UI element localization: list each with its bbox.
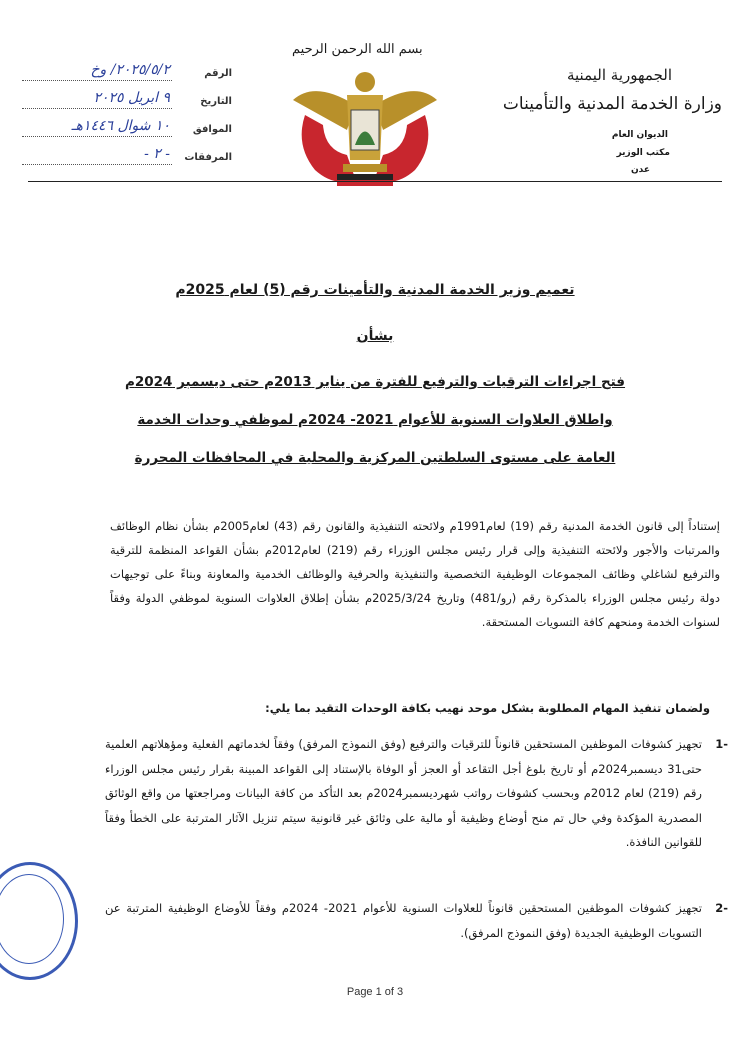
subject-line: العامة على مستوى السلطتين المركزية والمحلية في المحافظات المحررة bbox=[134, 450, 616, 466]
item-number: -1 bbox=[715, 737, 728, 751]
subject-line: واطلاق العلاوات السنوية للأعوام 2021- 2024م لموظفي وحدات الخدمة bbox=[137, 412, 613, 428]
basmala: بسم الله الرحمن الرحيم bbox=[292, 42, 423, 57]
field-label: الرقم bbox=[204, 68, 232, 79]
header-divider bbox=[28, 181, 722, 182]
yemen-emblem-icon bbox=[285, 60, 445, 200]
field-value: - ٢ - bbox=[144, 146, 170, 162]
list-item bbox=[105, 896, 728, 945]
circular-title: تعميم وزير الخدمة المدنية والتأمينات رقم (5) لعام 2025م bbox=[175, 282, 575, 298]
field-value: ١٠ شوال ١٤٤٦هـ bbox=[71, 118, 170, 134]
city-name: عدن bbox=[630, 165, 650, 175]
item-text: تجهيز كشوفات الموظفين المستحقين قانوناً للترقيات والترفيع (وفق النموذج المرفق) وفقاً لخدماتهم الفعلية ومؤهلاتهم العلمية حتى31 ديسمبر2024م أو تاريخ بلوغ أجل التقاعد أو العجز أو الوفاة بالإستناد إلى القواعد المبينة بقرار رئيس مجلس الوزراء رقم (219) لعام 2012م وبحسب كشوفات رواتب شهرديسمبر2024م بعد التأكد من كافة البيانات ومراجعتها من واقع الوثائق المصدرية المؤكدة وفي حال تم منح أوضاع وظيفية أو مالية على وثائق غير قانونية سيتم تنزيل الآثار المترتبة على الخطأ وفقاً للقوانين النافذة. bbox=[105, 737, 702, 849]
subject-line: فتح اجراءات الترقيات والترفيع للفترة من يناير 2013م حتى ديسمبر 2024م bbox=[124, 374, 626, 390]
item-text: تجهيز كشوفات الموظفين المستحقين قانوناً للعلاوات السنوية للأعوام 2021- 2024م وفقاً للأوضاع الوظيفية المترتبة عن التسويات الوظيفية الجديدة (وفق النموذج المرفق). bbox=[105, 901, 703, 940]
field-label: الموافق bbox=[192, 124, 232, 135]
page-number: Page 1 of 3 bbox=[346, 986, 404, 998]
item-number: -2 bbox=[715, 901, 728, 915]
lead-paragraph: ولضمان تنفيذ المهام المطلوبة بشكل موحد نهيب بكافة الوحدات التقيد بما يلي: bbox=[265, 701, 710, 715]
field-label: المرفقات bbox=[184, 152, 232, 163]
field-label: التاريخ bbox=[200, 96, 232, 107]
regarding-heading: بشأن bbox=[356, 328, 394, 344]
republic-name: الجمهورية اليمنية bbox=[566, 66, 672, 84]
intro-paragraph: إستناداً إلى قانون الخدمة المدنية رقم (19) لعام1991م ولائحته التنفيذية والقانون رقم (43) لعام2005م بشأن نظام الوظائف والمرتبات والأجور ولائحته التنفيذية وإلى قرار رئيس مجلس الوزراء رقم (219) لعام2012م بشأن القواعد المنظمة للترقية والترفيع لشاغلي وظائف المجموعات الوظيفية التخصصية والتنفيذية والحرفية والوظائف الخدمية والمعاونة وبناءً على توجيهات دولة رئيس مجلس الوزراء بالمذكرة رقم (رو/481) وتاريخ 2025/3/24م بشأن إطلاق العلاوات السنوية لموظفي الدولة وفقاً لسنوات الخدمة ومنحهم كافة التسويات المستحقة. bbox=[110, 519, 720, 629]
general-office: الديوان العام bbox=[611, 130, 668, 140]
field-value: ٩ ابريل ٢٠٢٥ bbox=[93, 90, 170, 106]
minister-office: مكتب الوزير bbox=[616, 148, 670, 158]
list-item bbox=[105, 732, 728, 855]
field-value: ٢٠٢٥/٥/٢/ وخ bbox=[90, 62, 170, 78]
ministry-name: وزارة الخدمة المدنية والتأمينات bbox=[502, 94, 722, 114]
